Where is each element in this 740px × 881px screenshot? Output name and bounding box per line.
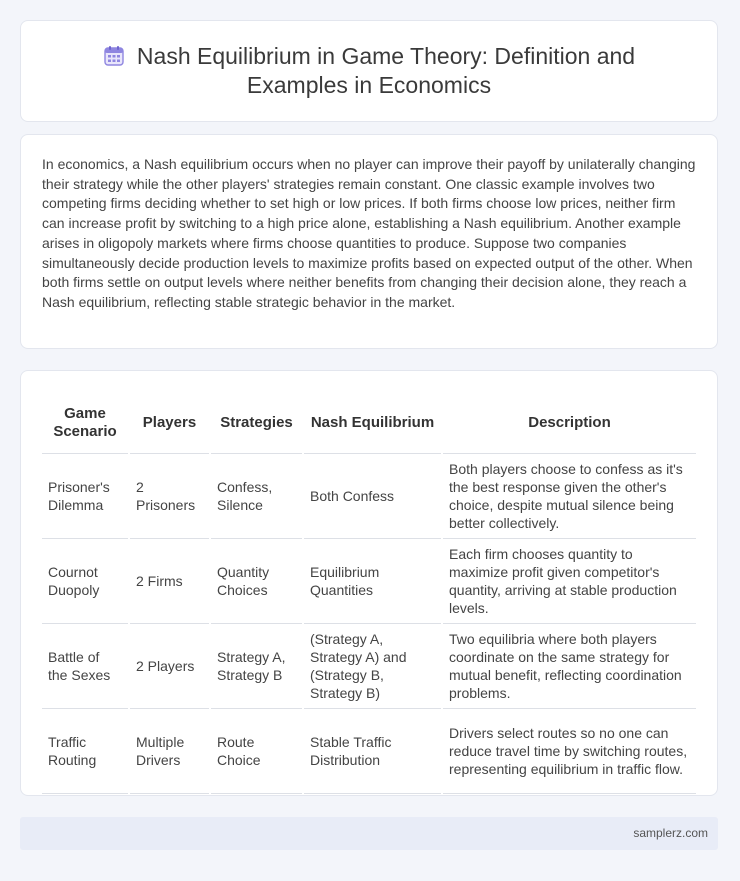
table-card	[20, 370, 718, 796]
cell-nash-equilibrium: Stable Traffic Distribution	[304, 709, 441, 794]
cell-players: Multiple Drivers	[130, 709, 209, 794]
intro-paragraph: In economics, a Nash equilibrium occurs when no player can improve their payoff by unilaterally changing their strategy while the other players' strategies remain constant. One classic example involves two competing firms deciding whether to set high or low prices. If both firms choose low prices, neither firm can increase profit by switching to a high price alone, establishing a Nash equilibrium. Another example arises in oligopoly markets where firms choose quantities to produce. Suppose two companies simultaneously decide production levels to maximize profits based on expected output of the other. When both firms settle on output levels where neither benefits from changing their decision alone, they reach a Nash equilibrium, reflecting stable strategic behavior in the market.	[42, 156, 696, 310]
cell-game-scenario: Traffic Routing	[42, 709, 128, 794]
cell-game-scenario: Battle of the Sexes	[42, 624, 128, 709]
nash-equilibrium-table	[40, 392, 698, 794]
column-header-players: Players	[130, 392, 209, 454]
cell-nash-equilibrium: (Strategy A, Strategy A) and (Strategy B, Strategy B)	[304, 624, 441, 709]
title-card	[20, 20, 718, 122]
cell-nash-equilibrium: Both Confess	[304, 454, 441, 539]
table-row	[42, 624, 696, 709]
cell-description: Both players choose to confess as it's the best response given the other's choice, despite mutual silence being better collectively.	[443, 454, 696, 539]
column-header-strategies: Strategies	[211, 392, 302, 454]
cell-game-scenario: Cournot Duopoly	[42, 539, 128, 624]
table-header-row	[42, 392, 696, 454]
cell-players: 2 Players	[130, 624, 209, 709]
column-header-description: Description	[443, 392, 696, 454]
cell-nash-equilibrium: Equilibrium Quantities	[304, 539, 441, 624]
cell-strategies: Confess, Silence	[211, 454, 302, 539]
footer-bar	[20, 817, 718, 850]
table-row	[42, 709, 696, 794]
cell-players: 2 Prisoners	[130, 454, 209, 539]
cell-strategies: Quantity Choices	[211, 539, 302, 624]
intro-card	[20, 134, 718, 349]
cell-strategies: Strategy A, Strategy B	[211, 624, 302, 709]
cell-strategies: Route Choice	[211, 709, 302, 794]
column-header-game-scenario: Game Scenario	[42, 392, 128, 454]
cell-description: Drivers select routes so no one can reduce travel time by switching routes, representing equilibrium in traffic flow.	[443, 709, 696, 794]
cell-players: 2 Firms	[130, 539, 209, 624]
page-title	[69, 42, 669, 100]
cell-description: Each firm chooses quantity to maximize profit given competitor's quantity, arriving at stable production levels.	[443, 539, 696, 624]
column-header-nash-equilibrium: Nash Equilibrium	[304, 392, 441, 454]
page-title-text: Nash Equilibrium in Game Theory: Definition and Examples in Economics	[136, 43, 636, 98]
table-row	[42, 539, 696, 624]
cell-game-scenario: Prisoner's Dilemma	[42, 454, 128, 539]
cell-description: Two equilibria where both players coordinate on the same strategy for mutual benefit, reflecting coordination problems.	[443, 624, 696, 709]
table-row	[42, 454, 696, 539]
footer-site-link[interactable]: samplerz.com	[633, 826, 708, 840]
calendar-icon	[103, 45, 125, 67]
